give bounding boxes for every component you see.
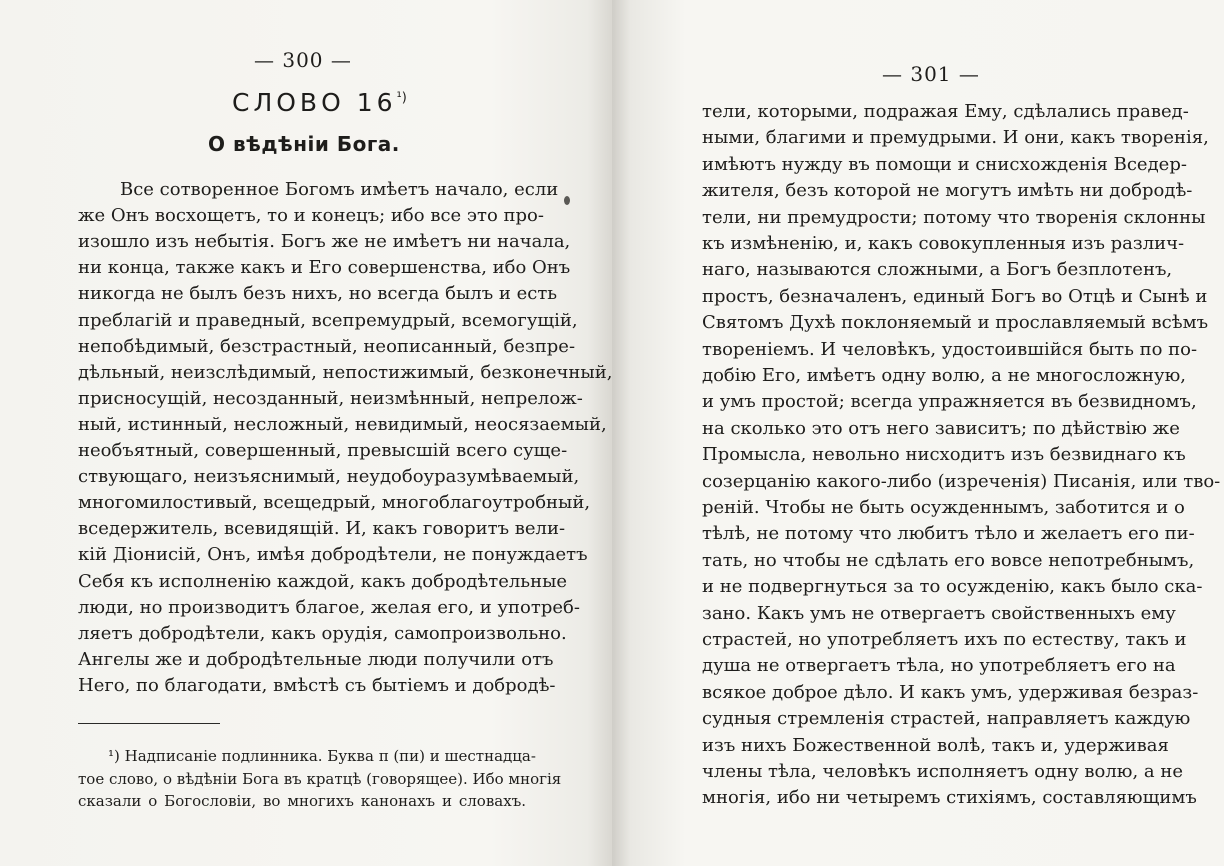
text-line: вседержитель, всевидящій. И, какъ говоритъ вели-: [78, 518, 566, 540]
text-line: присносущій, несозданный, неизмѣнный, непрелож-: [78, 387, 583, 409]
chapter-subtitle: О вѣдѣніи Бога.: [208, 132, 400, 156]
text-line: тѣлѣ, не потому что любитъ тѣло и желаетъ его пи-: [702, 523, 1195, 545]
text-line: твореніемъ. И человѣкъ, удостоившійся быть по по-: [702, 338, 1198, 360]
text-line: жителя, безъ которой не могутъ имѣть ни добродѣ-: [702, 180, 1193, 202]
footnote-line: сказали о Богословіи, во многихъ канонахъ и словахъ.: [78, 792, 526, 810]
footnote-marker: ¹): [396, 90, 407, 106]
text-line: судныя стремленія страстей, направляетъ каждую: [702, 708, 1191, 730]
text-line: къ измѣненію, и, какъ совокупленныя изъ различ-: [702, 233, 1185, 254]
text-line: необъятный, совершенный, превысшій всего суще-: [78, 440, 568, 461]
text-line: ный, истинный, несложный, невидимый, неосязаемый,: [78, 413, 607, 435]
text-line: же Онъ восхощетъ, то и конецъ; ибо все это про-: [78, 205, 544, 227]
text-line: никогда не былъ безъ нихъ, но всегда былъ и есть: [78, 283, 558, 305]
text-line: простъ, безначаленъ, единый Богъ во Отцѣ и Сынѣ и: [702, 285, 1208, 307]
text-line: реній. Чтобы не быть осужденнымъ, заботится и о: [702, 497, 1185, 518]
text-line: зано. Какъ умъ не отвергаетъ свойственныхъ ему: [702, 602, 1176, 624]
text-line: наго, называются сложными, а Богъ безплотенъ,: [702, 259, 1173, 281]
text-line: ствующаго, неизъяснимый, неудобоуразумѣваемый,: [78, 466, 580, 488]
chapter-title-text: СЛОВО 16: [232, 88, 397, 117]
text-line: преблагій и праведный, всепремудрый, всемогущій,: [78, 309, 578, 331]
text-line: Себя къ исполненію каждой, какъ добродѣтельные: [78, 570, 568, 592]
text-line: созерцанію какого-либо (изреченія) Писанія, или тво-: [702, 470, 1221, 492]
text-line: люди, но производитъ благое, желая его, и употреб-: [78, 596, 580, 618]
text-line: изошло изъ небытія. Богъ же не имѣетъ ни начала,: [78, 231, 571, 253]
text-line: многомилостивый, всещедрый, многоблагоутробный,: [78, 492, 591, 514]
text-line: Него, по благодати, вмѣстѣ съ бытіемъ и добродѣ-: [78, 674, 556, 696]
text-line: имѣютъ нужду въ помощи и снисхожденія Вседер-: [702, 153, 1187, 175]
text-line: душа не отвергаетъ тѣла, но употребляетъ его на: [702, 655, 1176, 677]
text-line: и умъ простой; всегда упражняется въ безвидномъ,: [702, 391, 1197, 413]
page-number: — 301 —: [882, 62, 980, 86]
text-line: на сколько это отъ него зависитъ; по дѣйствію же: [702, 417, 1180, 439]
text-line: всякое доброе дѣло. И какъ умъ, удерживая безраз-: [702, 681, 1199, 703]
text-line: Святомъ Духѣ поклоняемый и прославляемый всѣмъ: [702, 312, 1209, 334]
footnote-divider: [78, 723, 220, 724]
text-line: члены тѣла, человѣкъ исполняетъ одну волю, а не: [702, 761, 1184, 782]
text-line: тать, но чтобы не сдѣлать его вовсе непотребнымъ,: [702, 549, 1195, 571]
text-line: страстей, но употребляетъ ихъ по естеству, такъ и: [702, 629, 1187, 650]
text-line: кій Діонисій, Онъ, имѣя добродѣтели, не понуждаетъ: [78, 544, 588, 566]
text-line: ни конца, также какъ и Его совершенства, ибо Онъ: [78, 257, 571, 279]
text-line: тели, ни премудрости; потому что творенія склонны: [702, 206, 1206, 228]
right-page: [612, 0, 1224, 866]
text-line: многія, ибо ни четыремъ стихіямъ, составляющимъ: [702, 787, 1197, 809]
text-line: Промысла, невольно нисходитъ изъ безвиднаго къ: [702, 444, 1186, 466]
page-number: — 300 —: [254, 48, 352, 72]
chapter-title: [232, 88, 407, 117]
text-line: ными, благими и премудрыми. И они, какъ творенія,: [702, 127, 1209, 149]
text-line: Ангелы же и добродѣтельные люди получили отъ: [78, 648, 554, 670]
text-line: изъ нихъ Божественной волѣ, такъ и, удерживая: [702, 734, 1169, 756]
gutter-mark: [564, 196, 570, 205]
text-line: Все сотворенное Богомъ имѣетъ начало, если: [120, 179, 559, 200]
footnote-line: ¹) Надписаніе подлинника. Буква π (пи) и шестнадца-: [108, 747, 536, 765]
text-line: тели, которыми, подражая Ему, сдѣлались правед-: [702, 101, 1189, 122]
text-line: ляетъ добродѣтели, какъ орудія, самопроизвольно.: [78, 622, 567, 644]
text-line: добію Его, имѣетъ одну волю, а не многосложную,: [702, 365, 1186, 386]
text-line: и не подвергнуться за то осужденію, какъ было ска-: [702, 576, 1203, 598]
text-line: дѣльный, неизслѣдимый, непостижимый, безконечный,: [78, 361, 613, 383]
footnote-line: тое слово, о вѣдѣніи Бога въ кратцѣ (говорящее). Ибо многія: [78, 769, 562, 788]
text-line: непобѣдимый, безстрастный, неописанный, безпре-: [78, 335, 576, 357]
